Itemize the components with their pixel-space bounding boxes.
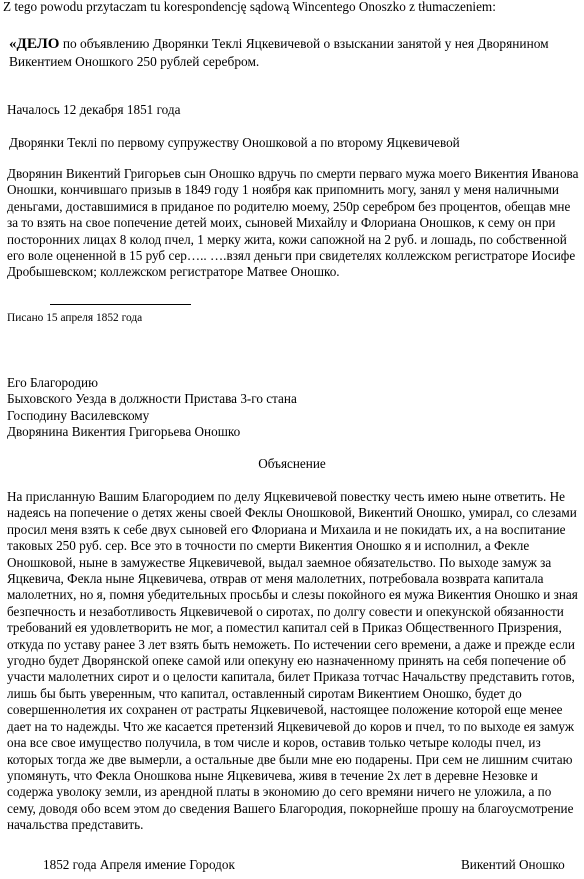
plaintiff-statement: Дворянин Викентий Григорьев сын Оношко вдручь по смерти перваго мужа моего Викентия Иванова Оношки, кончившаго призыв в 1849 году 1 ноября как припомнить могу, занял у меня наличными деньгами, доставшимися в приданое по родителю моему, 250р серебром без процентов, обещав мне за то взять на свое попечение детей моих, сыновей Михайлу и Флориана Оношков, к сему он при посторонних лицах 8 колод пчел, 1 мерку жита, кожи сапожной на 2 руб. и лошадь, по собственной его воле оцененной в 15 руб сер….. ….взял деньги при свидетелях коллежском регистраторе Иосифе Дробышевском; коллежском регистраторе Матвее Оношко. <box>7 166 579 280</box>
address-line: Господину Василевскому <box>7 407 150 423</box>
case-heading-text: по объявлению Дворянки Теклі Яцкевичевой о взыскании занятой у нея Дворянином Викентием Оношкого 250 рублей серебром. <box>9 36 549 69</box>
intro-paragraph: Z tego powodu przytaczam tu korespondencję sądową Wincentego Onoszko z tłumaczeniem: <box>3 0 496 14</box>
signature-name: Викентий Оношко <box>461 857 565 872</box>
address-line: Дворянина Викентия Григорьева Оношко <box>7 424 241 440</box>
address-block <box>7 375 581 441</box>
explanation-title: Объяснение <box>258 456 326 471</box>
plaintiff-heading: Дворянки Теклі по первому супружеству Оношковой а по второму Яцкевичевой <box>9 135 460 150</box>
signature-place-date: 1852 года Апреля имение Городок <box>43 857 235 872</box>
start-date-line: Началось 12 декабря 1851 года <box>7 102 181 117</box>
written-date: Писано 15 апреля 1852 года <box>7 312 143 324</box>
address-line: Его Благородию <box>7 375 98 390</box>
divider-line <box>50 304 191 305</box>
case-heading-open: « <box>9 36 17 52</box>
address-line: Быховского Уезда в должности Пристава 3-го стана <box>7 391 297 407</box>
explanation-body: На присланную Вашим Благородием по делу Яцкевичевой повестку честь имею ныне ответить. Не надеясь на попечение о детях жены своей Феклы Оношковой, Викентий Оношко, умирал, со слезами просил меня взять к себе двух сыновей его Флориана и Михаила и не покидать их, а на воспитание таковых 250 руб. сер. Все это в точности по смерти Викентия Оношко я и исполнил, а Фекле Оношковой, ныне в замужестве Яцкевичевой, выдал заемное обязательство. По выходе замуж за Яцкевича, Фекла ныне Яцкевичева, отврав от меня малолетних, потребовала возврата капитала малолетних, но я, помня убедительных просьбы и слезы покойного ея мужа Викентия Оношко и зная безпечность и незаботливость Яцкевичевой о сиротах, по долгу совести и опекунской обязанности требований ея удовлетворить не мог, а поместил капитал сей в Приказ Общественного Призрения, откуда по уставу ранее 3 лет взять быть неможеть. По истечении сего времени, а даже и прежде если угодно будет Дворянской опеке самой или опекуну ею назначенному принять на себя попечение об участи малолетних сирот и о целости капитала, билет Приказа тотчас Начальству представить готов, лишь бы быть уверенным, что капитал, оставленный сиротам Викентием Оношко, будет до совершеннолетия их сохранен от растраты Яцкевичевой, настоящее положение которой еще менее дает на то надежды. Что же касается претензий Яцкевичевой до коров и пчел, то по выходе ея замуж она все свое имущество получила, в том числе и коров, оставив только четыре колоды пчел, из которых тогда же две вымерли, а остальные две были мне ею подарены. При сем не лишним считаю упомянуть, что Фекла Оношкова ныне Яцкевичева, живя в течение 2х лет в деревне Незовке и содержа уволоку земли, из арендной платы в экономию до сего времяни ничего не уложила, а по сему, доводя обо всем этом до сведения Вашего Благородия, покорнейше прошу на благоусмотрение начальства представить. <box>7 489 578 833</box>
case-heading-word: ДЕЛО <box>16 36 60 52</box>
case-heading <box>9 35 583 70</box>
